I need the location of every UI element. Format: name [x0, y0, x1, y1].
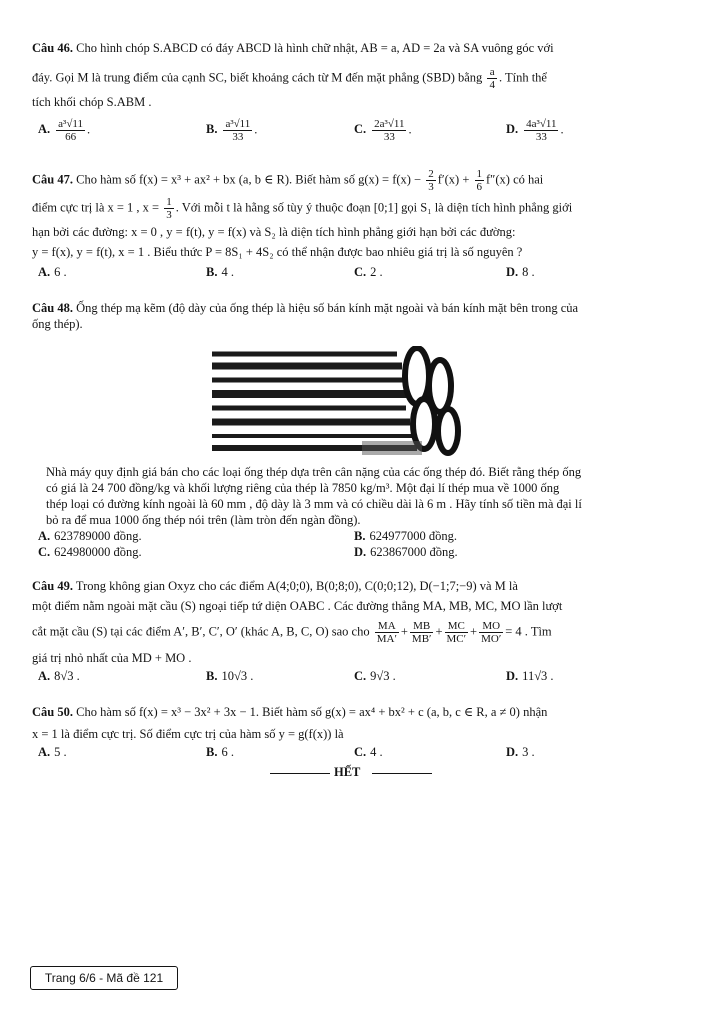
- steel-pipes-image: [212, 346, 465, 458]
- ratio-den: MC′: [446, 633, 467, 645]
- ratio-num: MC: [445, 620, 469, 633]
- option-tail: .: [86, 122, 91, 137]
- option-text: 624980000 đồng.: [54, 545, 142, 559]
- fraction-num: 2: [428, 168, 434, 180]
- question-47-line-2b: . Với mỗi t là hằng số tùy ý thuộc đoạn [0;1] gọi S₁ là diện tích hình phẳng giới: [175, 200, 573, 215]
- question-50: [32, 704, 687, 762]
- question-46-line-2a: đáy. Gọi M là trung điểm của cạnh SC, biết khoảng cách từ M đến mặt phẳng (SBD) bằng: [32, 70, 483, 85]
- option-text: 6 .: [54, 265, 67, 279]
- question-48-para-1: Nhà máy quy định giá bán cho các loại ống thép dựa trên cân nặng của các ống thép đó. Biết rằng thép ống: [46, 465, 582, 479]
- option-49-c[interactable]: [354, 668, 396, 685]
- ratio-den: MA′: [376, 633, 397, 645]
- question-46-line-2b: . Tính thể: [498, 70, 547, 85]
- question-49-line-4: giá trị nhỏ nhất của MD + MO .: [32, 651, 192, 665]
- option-46-c[interactable]: [354, 118, 412, 143]
- option-den: 33: [383, 131, 395, 143]
- fraction-2-3: [426, 168, 436, 193]
- option-fraction: [56, 118, 85, 143]
- option-letter: B.: [206, 745, 218, 759]
- question-49-line-2: một điểm nằm ngoài mặt cầu (S) ngoại tiếp tứ diện OABC . Các đường thẳng MA, MB, MC, MO lần lượt: [32, 599, 563, 613]
- option-letter: B.: [206, 265, 218, 279]
- option-48-d[interactable]: [354, 544, 458, 561]
- option-letter: C.: [354, 122, 367, 137]
- option-50-a[interactable]: [38, 744, 67, 761]
- option-letter: B.: [354, 529, 366, 543]
- question-47-line-4: y = f(x), y = f(t), x = 1 . Biểu thức P = 8S₁ + 4S₂ có thể nhận được bao nhiêu giá trị là số nguyên ?: [32, 245, 523, 259]
- option-47-b[interactable]: [206, 264, 234, 281]
- option-letter: B.: [206, 669, 218, 683]
- option-text: 8√3 .: [54, 669, 80, 683]
- option-50-c[interactable]: [354, 744, 383, 761]
- option-num: 4a³√11: [526, 118, 557, 130]
- question-49-line-3b: = 4 . Tìm: [505, 624, 552, 639]
- option-tail: .: [254, 122, 258, 137]
- option-text: 5 .: [54, 745, 67, 759]
- option-46-a[interactable]: [38, 118, 90, 143]
- fraction-den: 3: [166, 209, 172, 221]
- option-letter: A.: [38, 745, 51, 759]
- option-fraction: [524, 118, 558, 143]
- option-num: 2a³√11: [374, 118, 405, 130]
- option-letter: C.: [354, 669, 367, 683]
- option-text: 624977000 đồng.: [369, 529, 457, 543]
- option-text: 4 .: [370, 745, 383, 759]
- ratio-den: MB′: [411, 633, 432, 645]
- question-48-para-4: bỏ ra để mua 1000 ống thép nói trên (làm tròn đến ngàn đồng).: [46, 513, 361, 527]
- plus-sign: +: [400, 624, 408, 639]
- question-46-label: Câu 46.: [32, 41, 73, 55]
- question-49-options: [32, 668, 687, 686]
- option-den: 66: [65, 131, 77, 143]
- option-47-d[interactable]: [506, 264, 535, 281]
- page-footer: Trang 6/6 - Mã đề 121: [30, 966, 178, 990]
- question-46: [32, 40, 687, 148]
- question-46-options: [32, 118, 687, 148]
- question-50-label: Câu 50.: [32, 705, 73, 719]
- question-49: [32, 578, 687, 686]
- question-50-line-1: Cho hàm số f(x) = x³ − 3x² + 3x − 1. Biết hàm số g(x) = ax⁴ + bx² + c (a, b, c ∈ R, a ≠ 0) nhận: [76, 705, 548, 719]
- distance-fraction-den: 4: [489, 79, 495, 91]
- option-text: 623789000 đồng.: [54, 529, 142, 543]
- option-letter: D.: [354, 545, 367, 559]
- option-text: 9√3 .: [370, 669, 396, 683]
- end-divider-right: [372, 773, 432, 774]
- fraction-num: 1: [166, 196, 172, 208]
- question-48-options-row-2: [32, 544, 687, 560]
- question-50-options: [32, 744, 687, 762]
- option-text: 3 .: [522, 745, 535, 759]
- option-47-a[interactable]: [38, 264, 67, 281]
- option-den: 33: [232, 131, 244, 143]
- option-50-b[interactable]: [206, 744, 234, 761]
- question-47-line-3: hạn bởi các đường: x = 0 , y = f(t), y = f(x) và S₂ là diện tích hình phẳng giới hạn bởi các đường:: [32, 225, 516, 239]
- option-text: 6 .: [221, 745, 234, 759]
- option-letter: C.: [354, 265, 367, 279]
- question-48-label: Câu 48.: [32, 301, 73, 315]
- question-49-line-3a: cắt mặt cầu (S) tại các điểm A′, B′, C′, O′ (khác A, B, C, O) sao cho: [32, 624, 370, 639]
- question-48-body: [32, 464, 687, 560]
- question-47: [32, 168, 687, 280]
- fraction-1-6: [475, 168, 485, 193]
- option-text: 623867000 đồng.: [370, 545, 458, 559]
- question-49-label: Câu 49.: [32, 579, 73, 593]
- option-text: 2 .: [370, 265, 383, 279]
- option-49-b[interactable]: [206, 668, 253, 685]
- question-48-line-2: ống thép).: [32, 317, 83, 331]
- option-letter: C.: [38, 545, 51, 559]
- distance-fraction-num: a: [487, 66, 497, 79]
- option-num: a³√11: [225, 118, 251, 130]
- option-letter: B.: [206, 122, 218, 137]
- question-48-para-2: có giá là 24 700 đồng/kg và khối lượng riêng của thép là 7850 kg/m³. Một đại lí thép mua về 1000 ống: [46, 481, 560, 495]
- option-letter: A.: [38, 529, 51, 543]
- question-50-line-2: x = 1 là điểm cực trị. Số điểm cực trị của hàm số y = g(f(x)) là: [32, 727, 344, 741]
- option-46-b[interactable]: [206, 118, 257, 143]
- ratio-den: MO′: [481, 633, 502, 645]
- ratio-num: MA: [375, 620, 399, 633]
- option-letter: D.: [506, 122, 519, 137]
- option-letter: A.: [38, 122, 51, 137]
- option-48-b[interactable]: [354, 528, 457, 545]
- option-text: 4 .: [221, 265, 234, 279]
- option-letter: D.: [506, 745, 519, 759]
- option-letter: A.: [38, 669, 51, 683]
- question-47-line-1a: Cho hàm số f(x) = x³ + ax² + bx (a, b ∈ R). Biết hàm số g(x) = f(x) −: [76, 172, 422, 187]
- fraction-den: 6: [476, 181, 483, 193]
- plus-sign: +: [435, 624, 443, 639]
- option-48-c[interactable]: [38, 544, 142, 561]
- option-letter: D.: [506, 669, 519, 683]
- question-46-line-3: tích khối chóp S.ABM .: [32, 95, 152, 109]
- option-tail: .: [560, 122, 564, 137]
- option-text: 8 .: [522, 265, 535, 279]
- ratio-num: MO: [479, 620, 503, 633]
- ratio-num: MB: [410, 620, 434, 633]
- option-text: 10√3 .: [221, 669, 254, 683]
- fraction-den: 3: [428, 181, 434, 193]
- end-divider-left: [270, 773, 330, 774]
- distance-fraction: [487, 66, 497, 91]
- option-50-d[interactable]: [506, 744, 535, 761]
- ratio-mb: [410, 620, 434, 645]
- question-48-line-1: Ống thép mạ kẽm (độ dày của ống thép là hiệu số bán kính mặt ngoài và bán kính mặt bên trong của: [76, 301, 579, 315]
- plus-sign: +: [470, 624, 478, 639]
- option-letter: D.: [506, 265, 519, 279]
- option-num: a³√11: [58, 118, 83, 130]
- question-47-options: [32, 264, 687, 280]
- option-letter: A.: [38, 265, 51, 279]
- question-47-line-2a: điểm cực trị là x = 1 , x =: [32, 200, 160, 215]
- option-48-a[interactable]: [38, 528, 142, 545]
- option-tail: .: [408, 122, 412, 137]
- ratio-mo: [479, 620, 503, 645]
- option-47-c[interactable]: [354, 264, 383, 281]
- question-47-line-1c: f″(x) có hai: [486, 172, 544, 187]
- option-den: 33: [535, 131, 547, 143]
- option-letter: C.: [354, 745, 367, 759]
- option-46-d[interactable]: [506, 118, 564, 143]
- question-48: [32, 300, 687, 332]
- question-49-line-1: Trong không gian Oxyz cho các điểm A(4;0;0), B(0;8;0), C(0;0;12), D(−1;7;−9) và M là: [75, 579, 518, 593]
- fraction-num: 1: [476, 168, 483, 180]
- ratio-mc: [445, 620, 469, 645]
- question-48-para-3: thép loại có đường kính ngoài là 60 mm , độ dày là 3 mm và có chiều dài là 6 m . Hãy tính số tiền mà đại lí: [46, 497, 582, 511]
- option-49-d[interactable]: [506, 668, 554, 685]
- ratio-ma: [375, 620, 399, 645]
- option-fraction: [223, 118, 252, 143]
- question-47-line-1b: f′(x) +: [437, 172, 470, 187]
- option-fraction: [372, 118, 406, 143]
- question-47-label: Câu 47.: [32, 172, 73, 187]
- option-49-a[interactable]: [38, 668, 80, 685]
- fraction-1-3: [164, 196, 174, 221]
- question-46-line-1: Cho hình chóp S.ABCD có đáy ABCD là hình chữ nhật, AB = a, AD = 2a và SA vuông góc với: [76, 41, 554, 55]
- question-48-options-row-1: [32, 528, 687, 544]
- end-marker: HẾT: [334, 765, 361, 779]
- option-text: 11√3 .: [522, 669, 554, 683]
